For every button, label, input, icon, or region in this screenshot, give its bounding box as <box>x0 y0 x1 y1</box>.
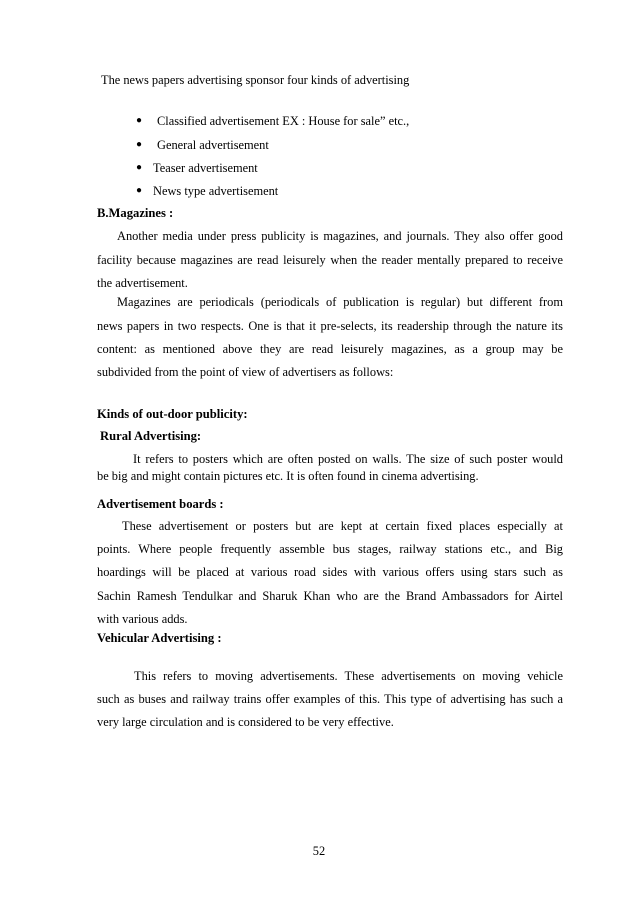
paragraph-line: hoardings will be placed at various road sides with various offers using stars such as <box>97 565 563 579</box>
paragraph-line: These advertisement or posters but are kept at certain fixed places especially at <box>122 519 563 533</box>
paragraph-line: such as buses and railway trains offer examples of this. This type of advertising has such a <box>97 692 563 706</box>
paragraph-line: Another media under press publicity is magazines, and journals. They also offer good <box>117 229 563 243</box>
paragraph-line: It refers to posters which are often posted on walls. The size of such poster would <box>133 452 563 466</box>
bullet-dot: ● <box>136 115 143 126</box>
bullet-item: Classified advertisement EX : House for sale” etc., <box>157 114 410 128</box>
paragraph-line: content: as mentioned above they are read leisurely magazines, as a group may be <box>97 342 563 356</box>
paragraph-line: with various adds. <box>97 612 188 626</box>
bullet-dot: ● <box>136 162 143 173</box>
bullet-dot: ● <box>136 185 143 196</box>
bullet-item: News type advertisement <box>153 184 279 198</box>
section-heading-magazines: B.Magazines : <box>97 206 174 220</box>
section-heading-vehicular: Vehicular Advertising : <box>97 631 222 645</box>
paragraph-line: news papers in two respects. One is that it pre-selects, its readership through the nature its <box>97 319 563 333</box>
section-heading-outdoor: Kinds of out-door publicity: <box>97 407 248 421</box>
paragraph-line: very large circulation and is considered to be very effective. <box>97 715 394 729</box>
paragraph-line: This refers to moving advertisements. These advertisements on moving vehicle <box>134 669 563 683</box>
paragraph-line: Magazines are periodicals (periodicals of publication is regular) but different from <box>117 295 563 309</box>
section-heading-rural: Rural Advertising: <box>100 429 202 443</box>
paragraph-line: Sachin Ramesh Tendulkar and Sharuk Khan who are the Brand Ambassadors for Airtel <box>97 589 563 603</box>
paragraph-line: facility because magazines are read leisurely when the reader mentally prepared to receive <box>97 253 563 267</box>
section-heading-boards: Advertisement boards : <box>97 497 224 511</box>
bullet-item: Teaser advertisement <box>153 161 258 175</box>
intro-line: The news papers advertising sponsor four kinds of advertising <box>101 73 410 87</box>
bullet-dot: ● <box>136 139 143 150</box>
paragraph-line: points. Where people frequently assemble bus stages, railway stations etc., and Big <box>97 542 563 556</box>
bullet-item: General advertisement <box>157 138 269 152</box>
page-number: 52 <box>312 844 326 858</box>
paragraph-line: subdivided from the point of view of advertisers as follows: <box>97 365 394 379</box>
paragraph-line: the advertisement. <box>97 276 188 290</box>
paragraph-line: be big and might contain pictures etc. It is often found in cinema advertising. <box>97 469 479 483</box>
